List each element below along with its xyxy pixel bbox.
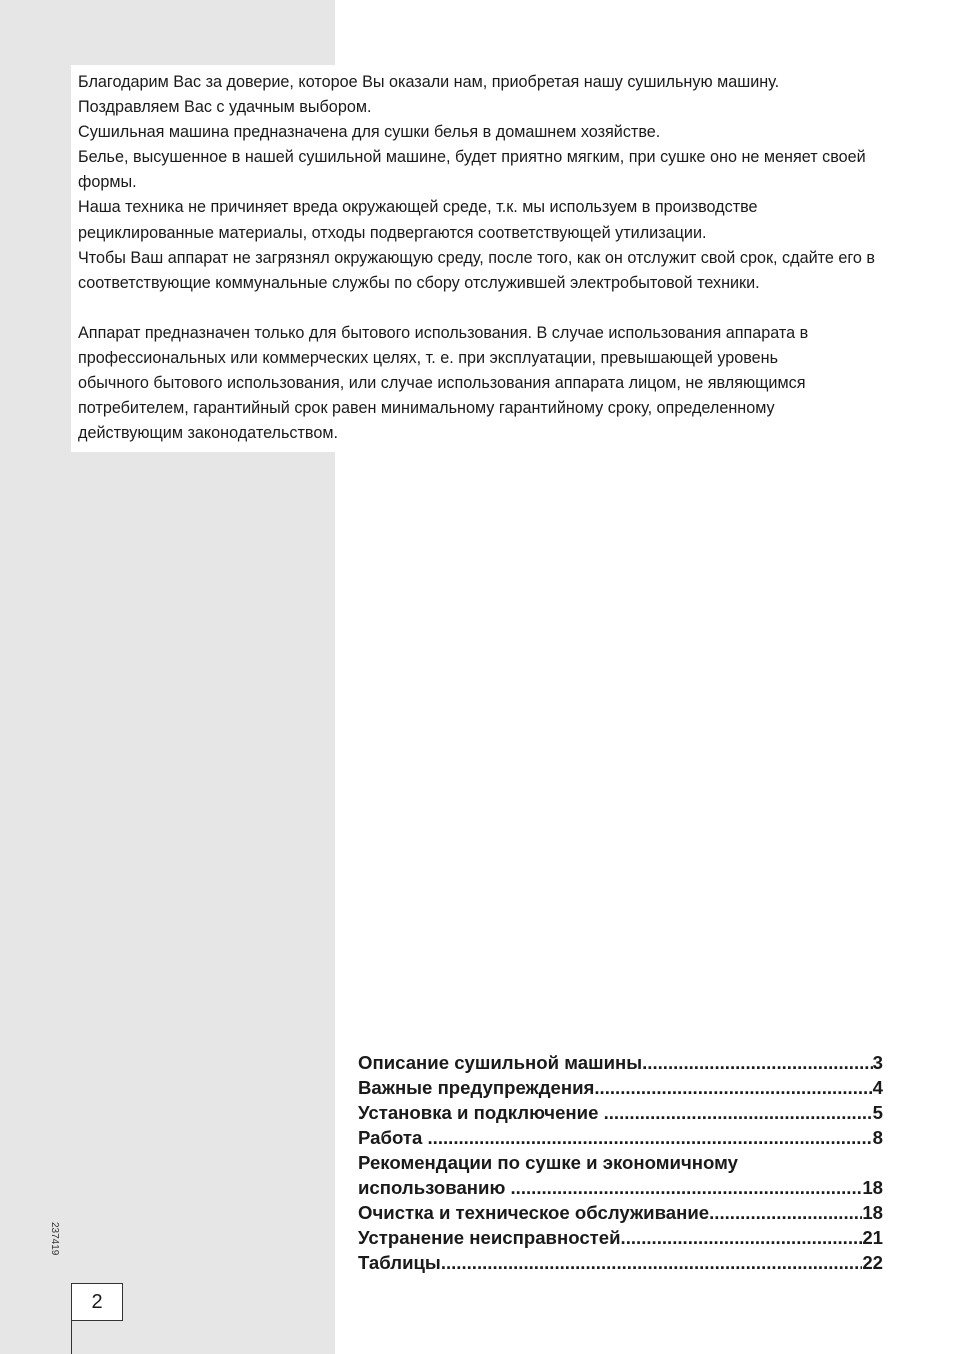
intro-paragraph: Благодарим Вас за доверие, которое Вы оказали нам, приобретая нашу сушильную машину. xyxy=(78,73,780,91)
intro-paragraph: Наша техника не причиняет вреда окружающей среде, т.к. мы используем в производстве рециклированные материалы, отходы подвергаются соответствующей утилизации. xyxy=(78,198,758,242)
toc-item-title: использованию xyxy=(358,1177,511,1198)
toc-item[interactable] xyxy=(358,1100,883,1125)
usage-notice: Аппарат предназначен только для бытового использования. В случае использования аппарата в профессиональных или коммерческих целях, т. е. при эксплуатации, превышающей уровень обычного бытового использования, или случае использования аппарата лицом, не являющимся потребителем, гарантийный срок равен минимальному гарантийному сроку, определенному действующим законодательством. xyxy=(78,323,809,443)
toc-leader-dots xyxy=(709,1200,862,1225)
toc-leader-dots xyxy=(511,1175,863,1200)
page-number-rule xyxy=(71,1320,72,1354)
table-of-contents xyxy=(358,1050,883,1275)
toc-item-title: Очистка и техническое обслуживание xyxy=(358,1202,710,1223)
toc-item[interactable] xyxy=(358,1250,883,1275)
toc-leader-dots xyxy=(621,1225,863,1250)
intro-paragraph: Чтобы Ваш аппарат не загрязнял окружающую среду, после того, как он отслужит свой срок, сдайте его в соответствующие коммунальные службы по сбору отслужившей электробытовой техники. xyxy=(78,248,875,292)
toc-item-page: 22 xyxy=(862,1252,883,1273)
toc-item-title: Описание сушильной машины xyxy=(358,1052,643,1073)
toc-item-page: 8 xyxy=(872,1127,883,1148)
toc-leader-dots xyxy=(642,1050,873,1075)
toc-item-page: 18 xyxy=(862,1177,883,1198)
toc-item-title: Важные предупреждения xyxy=(358,1077,595,1098)
toc-item[interactable] xyxy=(358,1125,883,1150)
toc-item[interactable] xyxy=(358,1225,883,1250)
toc-item-page: 21 xyxy=(862,1227,883,1248)
document-code: 237419 xyxy=(49,1222,60,1256)
toc-item-title: Работа xyxy=(358,1127,428,1148)
toc-item-page: 18 xyxy=(862,1202,883,1223)
toc-item[interactable] xyxy=(358,1200,883,1225)
toc-item[interactable] xyxy=(358,1175,883,1200)
toc-item[interactable] xyxy=(358,1050,883,1075)
toc-item-title: Устранение неисправностей xyxy=(358,1227,621,1248)
toc-item-title-line1[interactable]: Рекомендации по сушке и экономичному xyxy=(358,1152,738,1173)
toc-leader-dots xyxy=(594,1075,872,1100)
intro-text-block xyxy=(71,65,898,452)
intro-paragraph: Поздравляем Вас с удачным выбором. xyxy=(78,98,372,117)
page-number: 2 xyxy=(71,1283,123,1321)
toc-leader-dots xyxy=(441,1250,863,1275)
toc-item-page: 3 xyxy=(872,1052,883,1073)
toc-item[interactable] xyxy=(358,1075,883,1100)
toc-item-title: Установка и подключение xyxy=(358,1102,604,1123)
toc-item-title: Таблицы xyxy=(358,1252,441,1273)
toc-item-page: 4 xyxy=(872,1077,883,1098)
toc-item-page: 5 xyxy=(872,1102,883,1123)
intro-paragraph: Сушильная машина предназначена для сушки белья в домашнем хозяйстве. xyxy=(78,123,661,142)
toc-leader-dots xyxy=(428,1125,873,1150)
intro-paragraph: Белье, высушенное в нашей сушильной машине, будет приятно мягким, при сушке оно не меняет своей формы. xyxy=(78,148,866,192)
toc-leader-dots xyxy=(604,1100,873,1125)
